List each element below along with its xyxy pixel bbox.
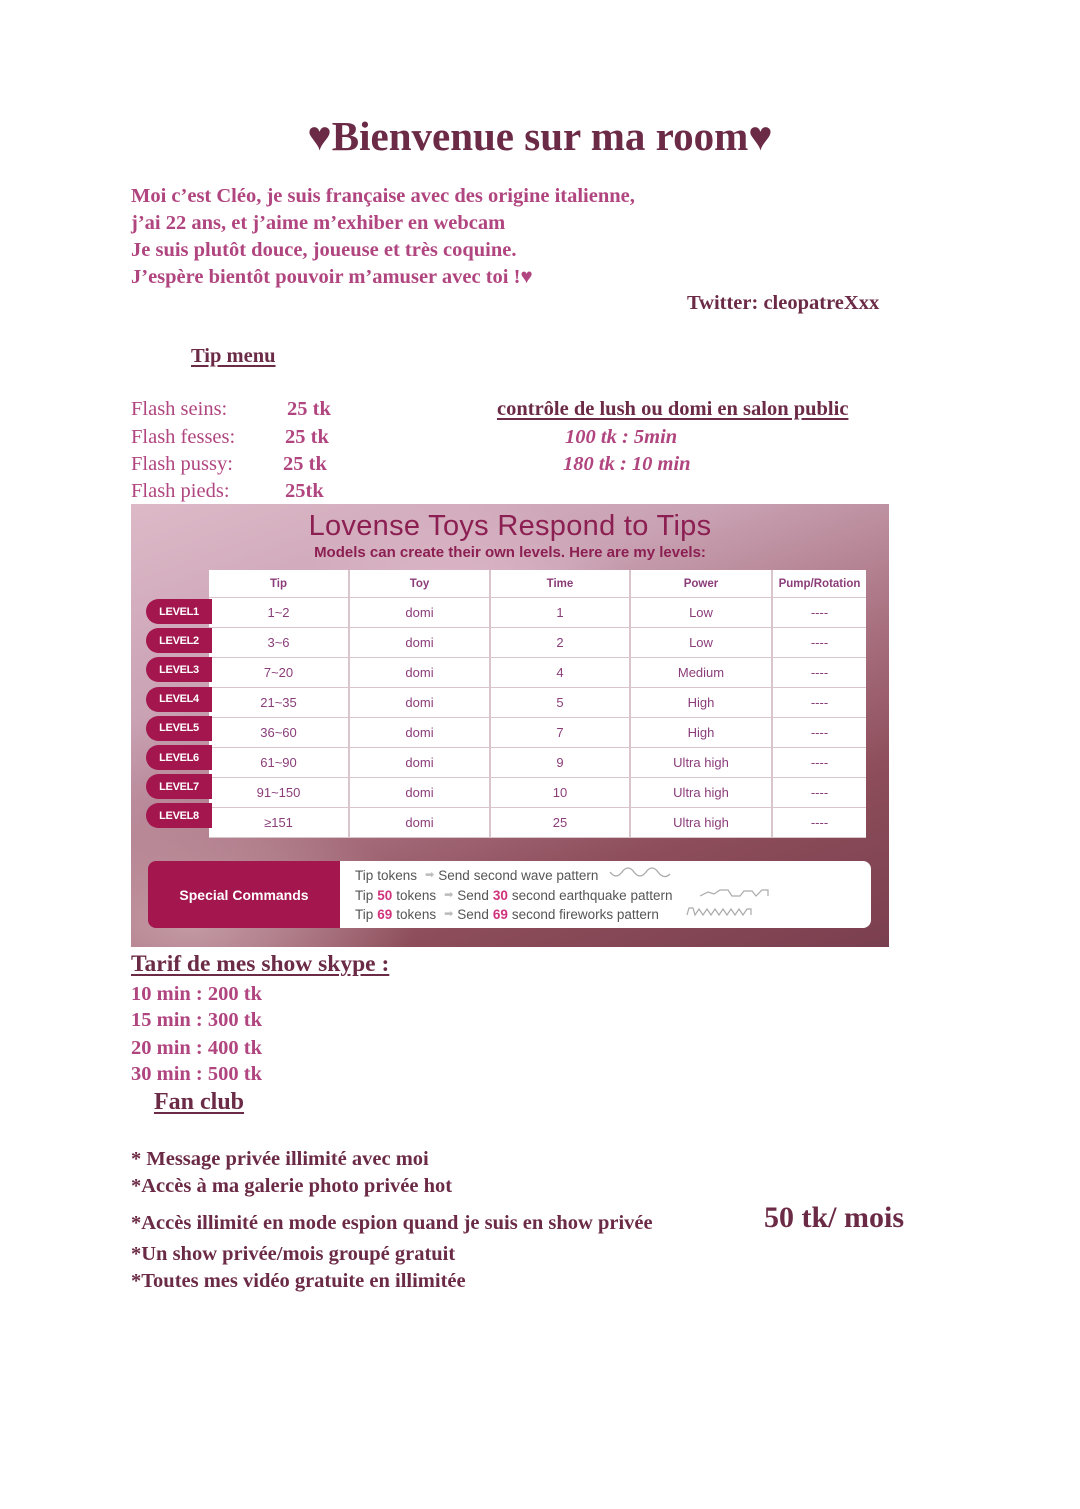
cell-toy: domi bbox=[350, 718, 491, 747]
tip-item-price: 25 tk bbox=[287, 398, 331, 420]
cell-tip: 7~20 bbox=[209, 658, 350, 687]
command-tip-amount: 69 bbox=[377, 907, 393, 922]
cell-tip: 3~6 bbox=[209, 628, 350, 657]
table-row bbox=[209, 598, 866, 628]
intro-line: J’espère bientôt pouvoir m’amuser avec toi !♥ bbox=[131, 266, 533, 288]
column-header: Power bbox=[631, 570, 773, 597]
intro-line: Moi c’est Cléo, je suis française avec des origine italienne, bbox=[131, 185, 635, 207]
cell-power: High bbox=[631, 718, 773, 747]
cell-pump-rotation: ---- bbox=[810, 755, 829, 770]
skype-price-item: 20 min : 400 tk bbox=[131, 1037, 262, 1059]
tip-item-price: 25tk bbox=[285, 480, 324, 502]
cell-tip: 91~150 bbox=[209, 778, 350, 807]
fan-club-title: Fan club bbox=[154, 1089, 245, 1115]
fan-club-item: * Message privée illimité avec moi bbox=[131, 1148, 429, 1170]
table-row bbox=[209, 628, 866, 658]
intro-line: Je suis plutôt douce, joueuse et très coquine. bbox=[131, 239, 517, 261]
cell-toy: domi bbox=[350, 778, 491, 807]
lush-option: 180 tk : 10 min bbox=[563, 453, 691, 475]
lush-control-title: contrôle de lush ou domi en salon public bbox=[497, 398, 849, 420]
lovense-title: Lovense Toys Respond to Tips bbox=[308, 510, 712, 542]
table-row bbox=[209, 718, 866, 748]
special-commands-label: Special Commands bbox=[148, 861, 340, 928]
level-badge: LEVEL1 bbox=[146, 599, 212, 624]
table-row bbox=[209, 808, 866, 838]
tip-menu-title: Tip menu bbox=[191, 345, 276, 367]
cell-time: 7 bbox=[491, 718, 631, 747]
command-text: Tip bbox=[355, 868, 374, 883]
level-badge: LEVEL7 bbox=[146, 774, 212, 799]
tip-item-price: 25 tk bbox=[285, 426, 329, 448]
cell-power: High bbox=[631, 688, 773, 717]
cell-toy: domi bbox=[350, 808, 491, 837]
column-header: Toy bbox=[350, 570, 491, 597]
cell-power: Ultra high bbox=[631, 808, 773, 837]
command-text: Tip bbox=[355, 907, 374, 922]
tip-item-price: 25 tk bbox=[283, 453, 327, 475]
cell-time: 1 bbox=[491, 598, 631, 627]
command-text: tokens bbox=[396, 907, 437, 922]
intro-line: j’ai 22 ans, et j’aime m’exhiber en webcam bbox=[131, 212, 506, 234]
cell-power: Medium bbox=[631, 658, 773, 687]
fan-club-item: *Toutes mes vidéo gratuite en illimitée bbox=[131, 1270, 466, 1292]
cell-toy: domi bbox=[350, 628, 491, 657]
fireworks-pattern-icon bbox=[679, 905, 759, 925]
special-command bbox=[355, 866, 871, 886]
lovense-levels-image bbox=[131, 504, 889, 947]
command-text: Tip bbox=[355, 887, 374, 903]
cell-power: Low bbox=[631, 598, 773, 627]
cell-time: 25 bbox=[491, 808, 631, 837]
column-header: Time bbox=[491, 570, 631, 597]
cell-toy: domi bbox=[350, 598, 491, 627]
cell-tip: 61~90 bbox=[209, 748, 350, 777]
skype-price-item: 10 min : 200 tk bbox=[131, 983, 262, 1005]
levels-table bbox=[209, 570, 866, 838]
cell-tip: 21~35 bbox=[209, 688, 350, 717]
fan-club-item: *Accès illimité en mode espion quand je suis en show privée bbox=[131, 1212, 653, 1234]
cell-pump-rotation: ---- bbox=[810, 725, 829, 740]
special-commands-list bbox=[340, 861, 871, 928]
level-badge: LEVEL5 bbox=[146, 716, 212, 741]
level-badge: LEVEL4 bbox=[146, 687, 212, 712]
arrow-right-icon: ➡ bbox=[444, 888, 454, 901]
tip-item-label: Flash pieds: bbox=[131, 480, 230, 502]
fan-club-item: *Un show privée/mois groupé gratuit bbox=[131, 1243, 456, 1265]
command-duration: 30 bbox=[492, 887, 508, 903]
column-header: Pump/Rotation bbox=[778, 577, 861, 590]
cell-pump-rotation: ---- bbox=[810, 815, 829, 830]
cell-time: 4 bbox=[491, 658, 631, 687]
cell-power: Low bbox=[631, 628, 773, 657]
command-text: Send bbox=[457, 907, 489, 922]
cell-time: 5 bbox=[491, 688, 631, 717]
table-row bbox=[209, 688, 866, 718]
table-row bbox=[209, 778, 866, 808]
cell-power: Ultra high bbox=[631, 748, 773, 777]
cell-pump-rotation: ---- bbox=[810, 665, 829, 680]
wave-pattern-icon bbox=[602, 866, 682, 886]
tip-item-label: Flash fesses: bbox=[131, 426, 236, 448]
cell-power: Ultra high bbox=[631, 778, 773, 807]
twitter-handle: Twitter: cleopatreXxx bbox=[687, 292, 880, 314]
arrow-right-icon: ➡ bbox=[425, 869, 435, 881]
fan-club-price: 50 tk/ mois bbox=[764, 1201, 905, 1234]
cell-pump-rotation: ---- bbox=[810, 605, 829, 620]
cell-toy: domi bbox=[350, 658, 491, 687]
command-text: second fireworks pattern bbox=[511, 907, 659, 922]
special-commands-box bbox=[148, 861, 871, 928]
cell-tip: ≥151 bbox=[209, 808, 350, 837]
level-badge: LEVEL2 bbox=[146, 628, 212, 653]
command-text: tokens bbox=[396, 887, 437, 903]
cell-time: 10 bbox=[491, 778, 631, 807]
cell-tip: 1~2 bbox=[209, 598, 350, 627]
cell-pump-rotation: ---- bbox=[810, 695, 829, 710]
fan-club-item: *Accès à ma galerie photo privée hot bbox=[131, 1175, 453, 1197]
command-text: second wave pattern bbox=[473, 868, 599, 883]
command-duration: 69 bbox=[492, 907, 508, 922]
command-text: second earthquake pattern bbox=[511, 887, 673, 903]
tip-item-label: Flash pussy: bbox=[131, 453, 233, 475]
table-row bbox=[209, 658, 866, 688]
cell-tip: 36~60 bbox=[209, 718, 350, 747]
cell-toy: domi bbox=[350, 748, 491, 777]
column-header: Tip bbox=[209, 570, 350, 597]
level-badge: LEVEL3 bbox=[146, 657, 212, 682]
cell-time: 9 bbox=[491, 748, 631, 777]
earthquake-pattern-icon bbox=[692, 886, 772, 906]
command-tip-amount: 50 bbox=[377, 887, 393, 903]
skype-title: Tarif de mes show skype : bbox=[131, 951, 390, 977]
command-text: Send bbox=[457, 887, 489, 903]
table-row bbox=[209, 748, 866, 778]
command-text: tokens bbox=[377, 868, 418, 883]
level-badge: LEVEL6 bbox=[146, 745, 212, 770]
tip-item-label: Flash seins: bbox=[131, 398, 228, 420]
cell-pump-rotation: ---- bbox=[810, 785, 829, 800]
level-badge: LEVEL8 bbox=[146, 803, 212, 828]
cell-time: 2 bbox=[491, 628, 631, 657]
special-command bbox=[355, 905, 871, 925]
skype-price-item: 30 min : 500 tk bbox=[131, 1063, 262, 1085]
skype-price-item: 15 min : 300 tk bbox=[131, 1009, 262, 1031]
page-title: ♥Bienvenue sur ma room♥ bbox=[307, 113, 773, 159]
special-command bbox=[355, 886, 871, 906]
table-header-row bbox=[209, 570, 866, 598]
cell-pump-rotation: ---- bbox=[810, 635, 829, 650]
lovense-subtitle: Models can create their own levels. Here are my levels: bbox=[314, 544, 706, 561]
cell-toy: domi bbox=[350, 688, 491, 717]
lush-option: 100 tk : 5min bbox=[565, 426, 678, 448]
arrow-right-icon: ➡ bbox=[444, 908, 454, 920]
command-text: Send bbox=[438, 868, 470, 883]
